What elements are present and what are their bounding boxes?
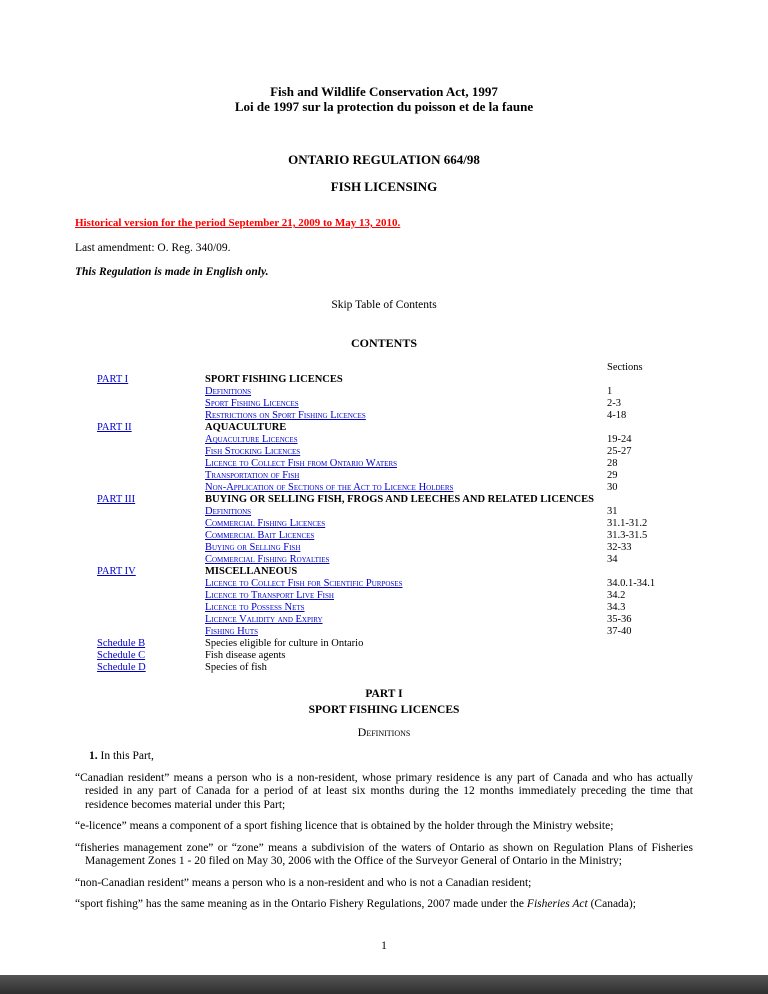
toc-row	[97, 398, 693, 410]
act-title-fr: Loi de 1997 sur la protection du poisson et de la faune	[234, 99, 534, 114]
toc-sections: 34.3	[607, 602, 626, 613]
toc-item-link[interactable]: Buying or Selling Fish	[205, 542, 301, 553]
toc-row	[97, 458, 693, 470]
table-of-contents	[97, 362, 693, 674]
toc-sections: 19-24	[607, 434, 632, 445]
toc-sections: 35-36	[607, 614, 632, 625]
toc-row	[97, 638, 693, 650]
definition-paragraph: “Canadian resident” means a person who is a non-resident, whose primary residence is any part of Canada and who has actually resided in any part of Canada for a period of at least six months during the 12 months immediately preceding the time that residence becomes material under this Part;	[75, 771, 693, 811]
toc-item-link[interactable]: Licence Validity and Expiry	[205, 614, 323, 625]
toc-row	[97, 650, 693, 662]
toc-header-row	[97, 362, 693, 374]
toc-item-link[interactable]: Definitions	[205, 386, 252, 397]
toc-row	[97, 614, 693, 626]
definition-paragraph	[75, 898, 693, 912]
definition-paragraph: “fisheries management zone” or “zone” means a subdivision of the waters of Ontario as shown on Regulation Plans of Fisheries Management Zones 1 - 20 filed on May 30, 2006 with the Office of the Surveyor General of Ontario in the Ministry;	[75, 841, 693, 867]
section-intro-text: In this Part,	[97, 750, 154, 762]
historical-version-link[interactable]: Historical version for the period September 21, 2009 to May 13, 2010.	[75, 217, 401, 229]
toc-sections: 31.1-31.2	[607, 518, 648, 529]
part-heading: PART I	[365, 688, 403, 700]
toc-row	[97, 554, 693, 566]
toc-sections: 29	[607, 470, 618, 481]
fisheries-act-reference: Fisheries Act	[526, 898, 588, 910]
toc-schedule-title: Species eligible for culture in Ontario	[205, 638, 364, 649]
toc-row	[97, 374, 693, 386]
toc-row	[97, 662, 693, 674]
toc-item-link[interactable]: Licence to Transport Live Fish	[205, 590, 334, 601]
toc-row	[97, 470, 693, 482]
section-1-intro	[75, 750, 693, 764]
toc-row	[97, 518, 693, 530]
toc-row	[97, 590, 693, 602]
toc-part-title: AQUACULTURE	[205, 422, 287, 433]
toc-item-link[interactable]: Commercial Fishing Licences	[205, 518, 326, 529]
toc-sections: 31	[607, 506, 618, 517]
toc-item-link[interactable]: Definitions	[205, 506, 252, 517]
toc-item-link[interactable]: Commercial Fishing Royalties	[205, 554, 330, 565]
toc-row	[97, 434, 693, 446]
toc-schedule-link[interactable]: Schedule B	[97, 638, 146, 649]
toc-sections: 2-3	[607, 398, 621, 409]
toc-row	[97, 542, 693, 554]
toc-item-link[interactable]: Aquaculture Licences	[205, 434, 298, 445]
toc-part-link[interactable]: PART I	[97, 374, 129, 385]
toc-sections: 28	[607, 458, 618, 469]
toc-row	[97, 578, 693, 590]
toc-part-link[interactable]: PART III	[97, 494, 136, 505]
definition-text: “sport fishing” has the same meaning as in the Ontario Fishery Regulations, 2007 made under the	[75, 898, 527, 910]
toc-part-title: BUYING OR SELLING FISH, FROGS AND LEECHES AND RELATED LICENCES	[205, 494, 594, 505]
toc-part-link[interactable]: PART IV	[97, 566, 136, 577]
toc-item-link[interactable]: Sport Fishing Licences	[205, 398, 299, 409]
toc-sections: 37-40	[607, 626, 632, 637]
toc-part-title: SPORT FISHING LICENCES	[205, 374, 343, 385]
toc-row	[97, 602, 693, 614]
toc-row	[97, 506, 693, 518]
toc-schedule-title: Species of fish	[205, 662, 267, 673]
section-number: 1.	[89, 750, 98, 762]
definition-paragraph: “non-Canadian resident” means a person who is a non-resident and who is not a Canadian resident;	[75, 876, 532, 889]
skip-toc-container	[75, 299, 693, 311]
toc-item-link[interactable]: Transportation of Fish	[205, 470, 300, 481]
toc-schedule-link[interactable]: Schedule D	[97, 662, 146, 673]
toc-sections: 31.3-31.5	[607, 530, 648, 541]
act-title-en: Fish and Wildlife Conservation Act, 1997	[270, 84, 498, 99]
regulation-title: FISH LICENSING	[330, 179, 438, 194]
viewer-bottom-bar	[0, 975, 768, 994]
toc-row	[97, 494, 693, 506]
toc-row	[97, 530, 693, 542]
toc-sections: 25-27	[607, 446, 632, 457]
toc-sections: 34	[607, 554, 618, 565]
toc-row	[97, 566, 693, 578]
definition-text: (Canada);	[587, 898, 636, 910]
part-title-heading: SPORT FISHING LICENCES	[308, 704, 460, 716]
toc-row	[97, 386, 693, 398]
sections-column-header: Sections	[607, 362, 643, 373]
toc-row	[97, 410, 693, 422]
historical-version-line	[75, 195, 693, 231]
toc-row	[97, 446, 693, 458]
toc-item-link[interactable]: Commercial Bait Licences	[205, 530, 315, 541]
regulation-number: ONTARIO REGULATION 664/98	[288, 152, 480, 167]
toc-sections: 1	[607, 386, 613, 397]
definitions-heading: Definitions	[357, 725, 411, 739]
toc-schedule-title: Fish disease agents	[205, 650, 286, 661]
toc-sections: 34.2	[607, 590, 626, 601]
toc-item-link[interactable]: Non-Application of Sections of the Act to Licence Holders	[205, 482, 454, 493]
page-number: 1	[381, 940, 387, 952]
toc-schedule-link[interactable]: Schedule C	[97, 650, 146, 661]
toc-row	[97, 626, 693, 638]
toc-part-title: MISCELLANEOUS	[205, 566, 298, 577]
toc-row	[97, 482, 693, 494]
toc-sections: 30	[607, 482, 618, 493]
toc-item-link[interactable]: Fishing Huts	[205, 626, 258, 637]
toc-sections: 34.0.1-34.1	[607, 578, 656, 589]
toc-item-link[interactable]: Restrictions on Sport Fishing Licences	[205, 410, 366, 421]
toc-sections: 32-33	[607, 542, 632, 553]
skip-toc-link[interactable]: Skip Table of Contents	[331, 299, 437, 311]
toc-sections: 4-18	[607, 410, 627, 421]
toc-part-link[interactable]: PART II	[97, 422, 132, 433]
definition-paragraph: “e-licence” means a component of a sport fishing licence that is obtained by the holder through the Ministry website;	[75, 820, 614, 832]
toc-item-link[interactable]: Licence to Collect Fish from Ontario Waters	[205, 458, 398, 469]
language-note: This Regulation is made in English only.	[75, 266, 269, 278]
contents-heading: CONTENTS	[350, 336, 418, 350]
toc-item-link[interactable]: Licence to Possess Nets	[205, 602, 305, 613]
toc-item-link[interactable]: Fish Stocking Licences	[205, 446, 301, 457]
toc-row	[97, 422, 693, 434]
toc-item-link[interactable]: Licence to Collect Fish for Scientific Purposes	[205, 578, 403, 589]
last-amendment: Last amendment: O. Reg. 340/09.	[75, 242, 231, 254]
